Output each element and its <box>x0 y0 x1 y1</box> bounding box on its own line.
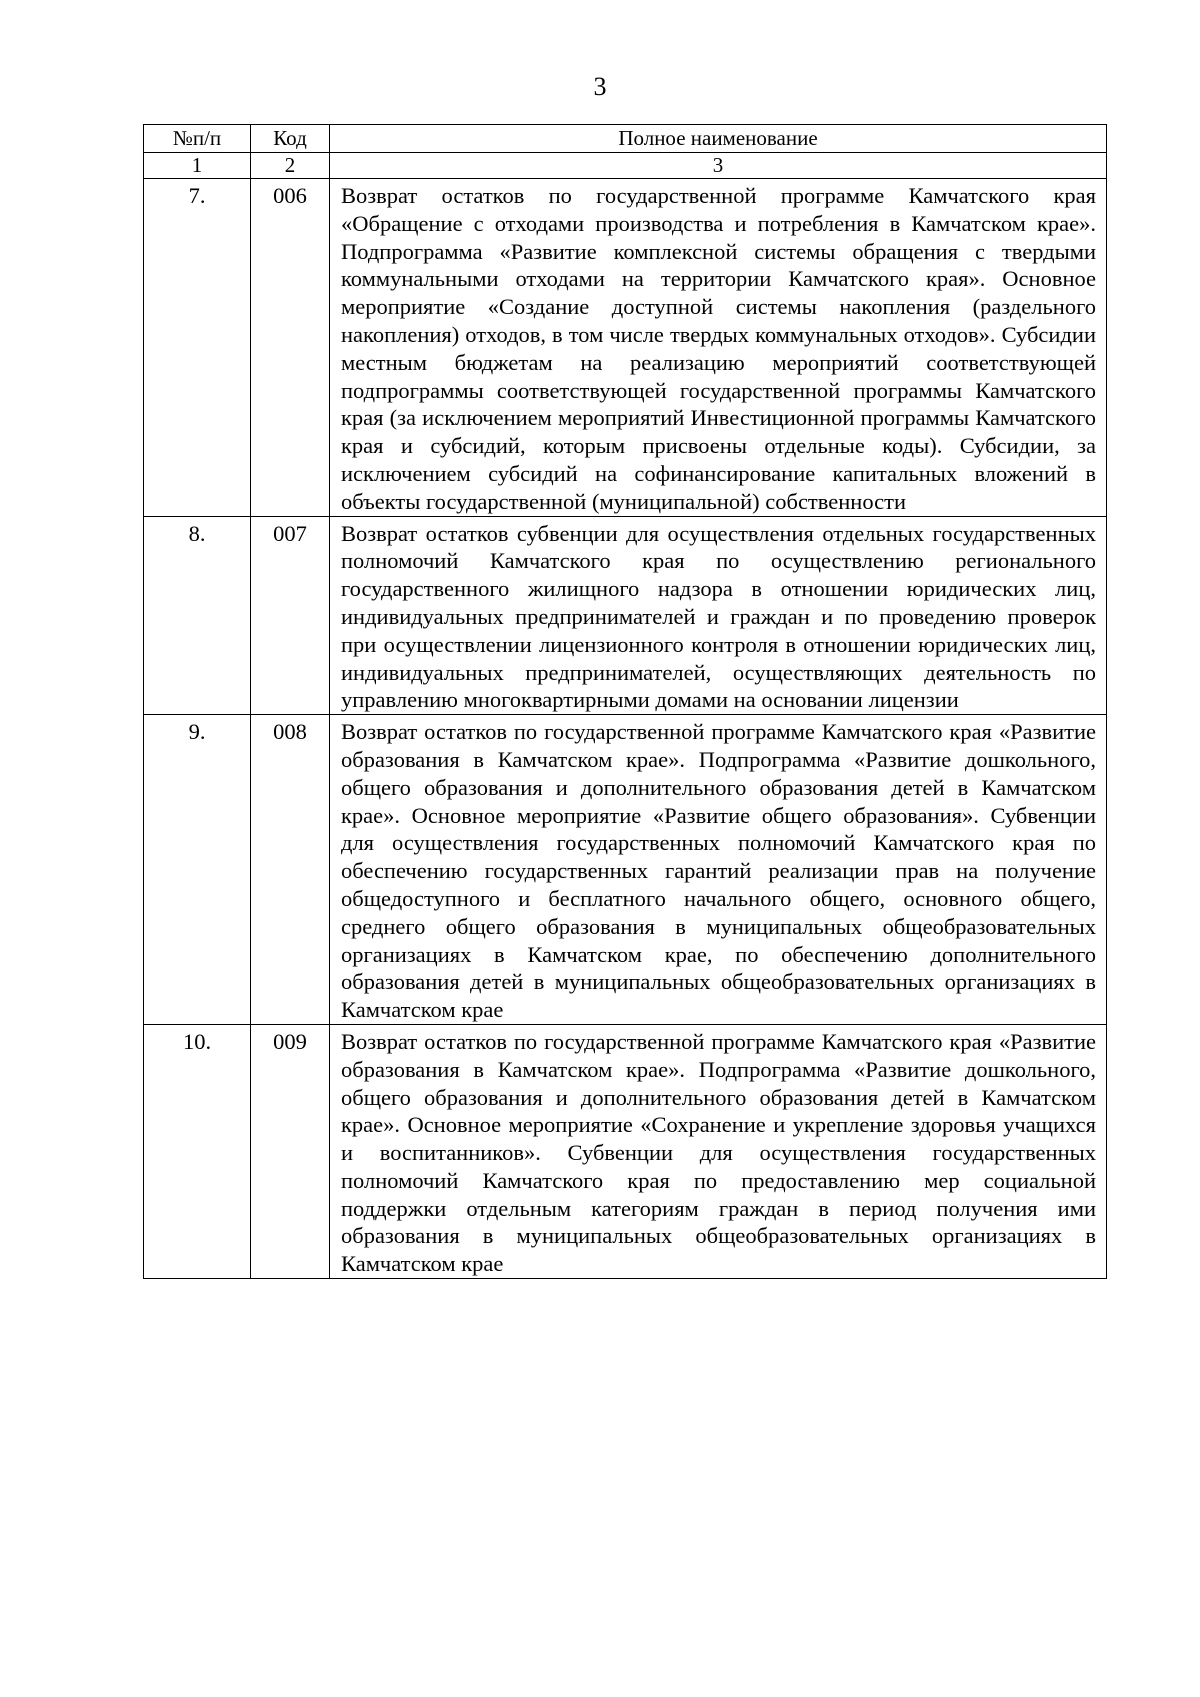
column-numbers-row <box>144 153 1107 179</box>
column-number: 1 <box>144 153 251 179</box>
row-full-name: Возврат остатков по государственной программе Камчатского края «Развитие образования в Камчатском крае». Подпрограмма «Развитие дошкольного, общего образования и дополнительного образования детей в Камчатском крае». Основное мероприятие «Сохранение и укрепление здоровья учащихся и воспитанников». Субвенции для осуществления государственных полномочий Камчатского края по предоставлению мер социальной поддержки отдельным категориям граждан в период получения ими образования в муниципальных общеобразовательных организациях в Камчатском крае <box>330 1024 1107 1278</box>
table-row <box>144 1024 1107 1278</box>
table-header-row <box>144 125 1107 153</box>
column-number: 3 <box>330 153 1107 179</box>
page-number: 3 <box>593 72 607 101</box>
table-row <box>144 715 1107 1025</box>
row-full-name: Возврат остатков по государственной программе Камчатского края «Обращение с отходами производства и потребления в Камчатском крае». Подпрограмма «Развитие комплексной системы обращения с твердыми коммунальными отходами на территории Камчатского края». Основное мероприятие «Создание доступной системы накопления (раздельного накопления) отходов, в том числе твердых коммунальных отходов». Субсидии местным бюджетам на реализацию мероприятий соответствующей подпрограммы соответствующей государственной программы Камчатского края (за исключением мероприятий Инвестиционной программы Камчатского края и субсидий, которым присвоены отдельные коды). Субсидии, за исключением субсидий на софинансирование капитальных вложений в объекты государственной (муниципальной) собственности <box>330 179 1107 517</box>
row-full-name: Возврат остатков по государственной программе Камчатского края «Развитие образования в Камчатском крае». Подпрограмма «Развитие дошкольного, общего образования и дополнительного образования детей в Камчатском крае». Основное мероприятие «Развитие общего образования». Субвенции для осуществления государственных полномочий Камчатского края по обеспечению государственных гарантий реализации прав на получение общедоступного и бесплатного начального общего, основного общего, среднего общего образования в муниципальных общеобразовательных организациях в Камчатском крае, по обеспечению дополнительного образования детей в муниципальных общеобразовательных организациях в Камчатском крае <box>330 715 1107 1025</box>
column-number: 2 <box>251 153 330 179</box>
table-row <box>144 179 1107 517</box>
row-number: 10. <box>144 1024 251 1278</box>
header-code: Код <box>251 125 330 153</box>
row-code: 008 <box>251 715 330 1025</box>
header-number: №п/п <box>144 125 251 153</box>
codes-table <box>143 124 1107 1279</box>
row-code: 006 <box>251 179 330 517</box>
row-number: 7. <box>144 179 251 517</box>
row-code: 007 <box>251 516 330 715</box>
row-code: 009 <box>251 1024 330 1278</box>
row-number: 9. <box>144 715 251 1025</box>
row-number: 8. <box>144 516 251 715</box>
row-full-name: Возврат остатков субвенции для осуществления отдельных государственных полномочий Камчатского края по осуществлению регионального государственного жилищного надзора в отношении юридических лиц, индивидуальных предпринимателей и граждан и по проведению проверок при осуществлении лицензионного контроля в отношении юридических лиц, индивидуальных предпринимателей, осуществляющих деятельность по управлению многоквартирными домами на основании лицензии <box>330 516 1107 715</box>
table-row <box>144 516 1107 715</box>
header-full-name: Полное наименование <box>330 125 1107 153</box>
